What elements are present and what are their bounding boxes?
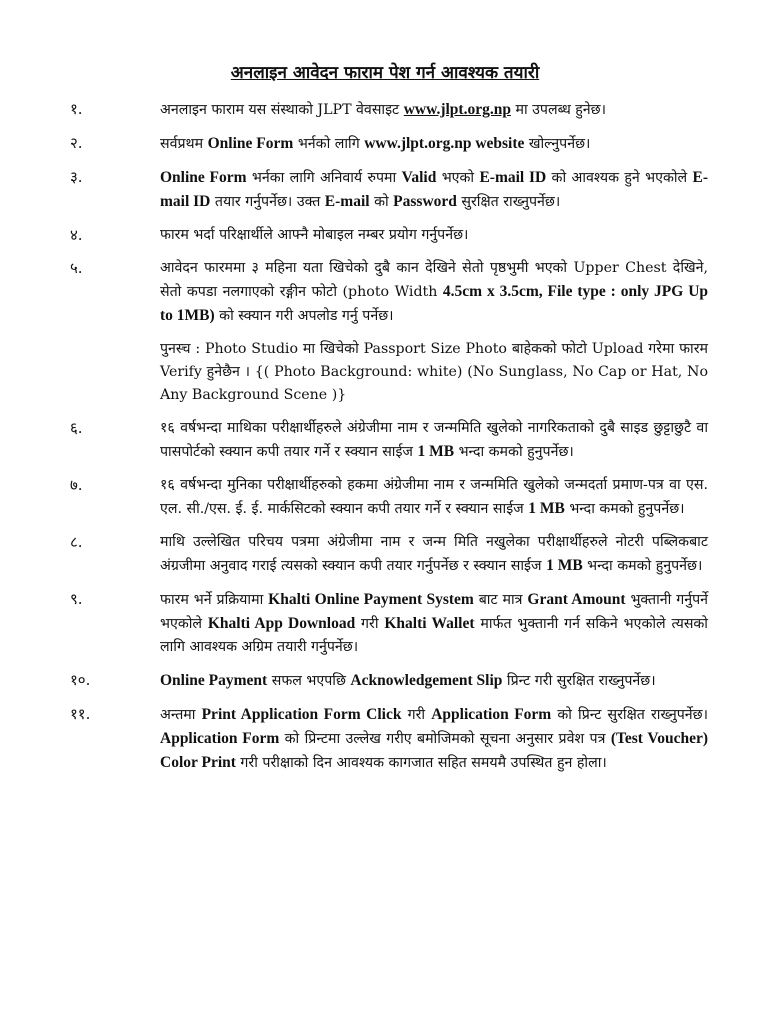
bold-run: Online Form [160, 169, 247, 186]
text-run: भएको [436, 170, 480, 186]
item-number: ८. [70, 533, 83, 551]
bold-run: Online Form [207, 135, 294, 152]
text-run: गरी परीक्षाको दिन आवश्यक कागजात सहित समयमै उपस्थित हुन होला। [235, 755, 607, 771]
text-run: खोल्नुपर्नेछ। [524, 136, 591, 152]
bold-run: Grant Amount [527, 591, 626, 608]
photo-note: पुनस्च : Photo Studio मा खिचेको Passport Size Photo बाहेकको फोटो Upload गरेमा फारम Verify हुनेछैन । {( Photo Background: white) (No Sunglass, No Cap or Hat, No Any Background Scene )} [160, 341, 708, 403]
bold-run: Application Form [431, 706, 552, 723]
list-item [62, 474, 708, 521]
text-run: गरी [401, 707, 432, 723]
text-run: बाट मात्र [473, 592, 528, 608]
bold-run: (Test Voucher) Color Print [160, 730, 708, 771]
bold-run: E-mail ID [160, 169, 708, 210]
text-run: १६ वर्षभन्दा मुनिका परीक्षार्थीहरुको हकमा अंग्रेजीमा नाम र जन्ममिति खुलेको जन्मदर्ता प्रमाण-पत्र वा एस. एल. सी./एस. ई. ई. मार्कसिटको स्क्यान कपी तयार गर्ने र स्क्यान साईज [160, 477, 708, 517]
text-run: भर्नको लागि [293, 136, 365, 152]
item-number: २. [70, 134, 83, 152]
bold-run: E-mail [324, 193, 370, 210]
text-run: भुक्तानी गर्नुपर्ने भएकोले [160, 592, 709, 632]
item-number: ५. [70, 259, 83, 277]
bold-run: 1 MB [528, 500, 565, 517]
text-run: भर्नका लागि अनिवार्य रुपमा [246, 170, 402, 186]
list-item [62, 531, 708, 578]
item-number: ११. [70, 705, 91, 723]
text-run: सर्वप्रथम [160, 136, 208, 152]
text-run: फारम भर्ने प्रक्रियामा [160, 592, 269, 608]
text-run: आवेदन फारममा ३ महिना यता खिचेको दुबै कान देखिने सेतो पृष्ठभुमी भएको Upper Chest देखिने, सेतो कपडा नलगाएको रङ्गीन फोटो (photo Width [160, 260, 708, 300]
item-text [160, 474, 708, 521]
text-run: भन्दा कमको हुनुपर्नेछ। [564, 501, 685, 517]
text-run: को आवश्यक हुने भएकोले [546, 170, 693, 186]
item-number: ९. [70, 590, 83, 608]
item-text [160, 257, 708, 328]
bold-run: Valid [401, 169, 437, 186]
bold-run: Khalti Online Payment System [268, 591, 474, 608]
list-item [62, 669, 708, 693]
item-text [160, 98, 708, 122]
text-run: भन्दा कमको हुनुपर्नेछ। [582, 558, 703, 574]
item-number: १. [70, 100, 83, 118]
text-run: को [369, 194, 394, 210]
bold-run: Acknowledgement Slip [350, 672, 503, 689]
text-run: भन्दा कमको हुनुपर्नेछ। [454, 444, 574, 460]
item-number: ७. [70, 476, 83, 494]
item-number: ६. [70, 419, 83, 437]
item-number: १०. [70, 671, 91, 689]
bold-run: 4.5cm x 3.5cm, File type : only JPG Up to 1MB) [160, 283, 709, 324]
bold-run: E-mail ID [479, 169, 547, 186]
bold-run: 1 MB [546, 557, 583, 574]
text-run: अन्तमा [160, 707, 202, 723]
list-item [62, 98, 708, 122]
bold-run: Khalti Wallet [384, 615, 475, 632]
item-text [160, 166, 708, 214]
text-run: सुरक्षित राख्नुपर्नेछ। [456, 194, 561, 210]
text-run: को प्रिन्ट सुरक्षित राख्नुपर्नेछ। [551, 707, 708, 723]
text-run: मा उपलब्ध हुनेछ। [510, 102, 607, 118]
text-run: अनलाइन फाराम यस संस्थाको JLPT वेवसाइट [160, 102, 404, 118]
text-run: को स्क्यान गरी अपलोड गर्नु पर्नेछ। [214, 308, 394, 324]
text-run: प्रिन्ट गरी सुरक्षित राख्नुपर्नेछ। [502, 673, 656, 689]
item-number: ३. [70, 168, 83, 186]
list-item [62, 417, 708, 464]
list-item [62, 166, 708, 214]
text-run: सफल भएपछि [267, 673, 351, 689]
list-item [62, 703, 708, 775]
item-number: ४. [70, 226, 83, 244]
list-item [62, 588, 708, 659]
bold-run: Password [393, 193, 457, 210]
item-text [160, 588, 708, 659]
text-run: फारम भर्दा परिक्षार्थीले आफ्नै मोबाइल नम्बर प्रयोग गर्नुपर्नेछ। [160, 227, 469, 243]
bold-run: Application Form [160, 730, 280, 747]
text-run: १६ वर्षभन्दा माथिका परीक्षार्थीहरुले अंग्रेजीमा नाम र जन्ममिति खुलेको नागरिकताको दुबै साइड छुट्टाछुटै वा पासपोर्टको स्क्यान कपी तयार गर्ने र स्क्यान साईज [160, 420, 708, 460]
text-run: माथि उल्लेखित परिचय पत्रमा अंग्रेजीमा नाम र जन्म मिति नखुलेका परीक्षार्थीहरुले नोटरी पब्लिकबाट अंग्रजीमा अनुवाद गराई त्यसको स्क्यान कपी तयार गर्नुपर्नेछ र स्क्यान साईज [160, 534, 708, 574]
list-item [62, 132, 708, 156]
text-run: तयार गर्नुपर्नेछ। उक्त [210, 194, 325, 210]
bold-run: Print Application Form Click [201, 706, 402, 723]
item-text [160, 417, 708, 464]
item-text [160, 531, 708, 578]
item-text [160, 132, 708, 156]
bold-run: 1 MB [417, 443, 455, 460]
item-text [160, 669, 708, 693]
document-title: अनलाइन आवेदन फाराम पेश गर्न आवश्यक तयारी [230, 63, 540, 83]
list-item [62, 224, 708, 247]
bold-run: Online Payment [160, 672, 268, 689]
text-run: मार्फत भुक्तानी गर्न सकिने भएकोले त्यसको लागि आवश्यक अग्रिम तयारी गर्नुपर्नेछ। [160, 616, 708, 655]
jlpt-website-link[interactable]: www.jlpt.org.np [403, 101, 511, 118]
list-item [62, 257, 708, 328]
item-text [160, 703, 708, 775]
text-run: गरी [355, 616, 385, 632]
text-run: को प्रिन्टमा उल्लेख गरीए बमोजिमको सूचना अनुसार प्रवेश पत्र [279, 731, 611, 747]
item-text [160, 224, 708, 247]
bold-run: www.jlpt.org.np website [364, 135, 525, 152]
bold-run: Khalti App Download [207, 615, 356, 632]
